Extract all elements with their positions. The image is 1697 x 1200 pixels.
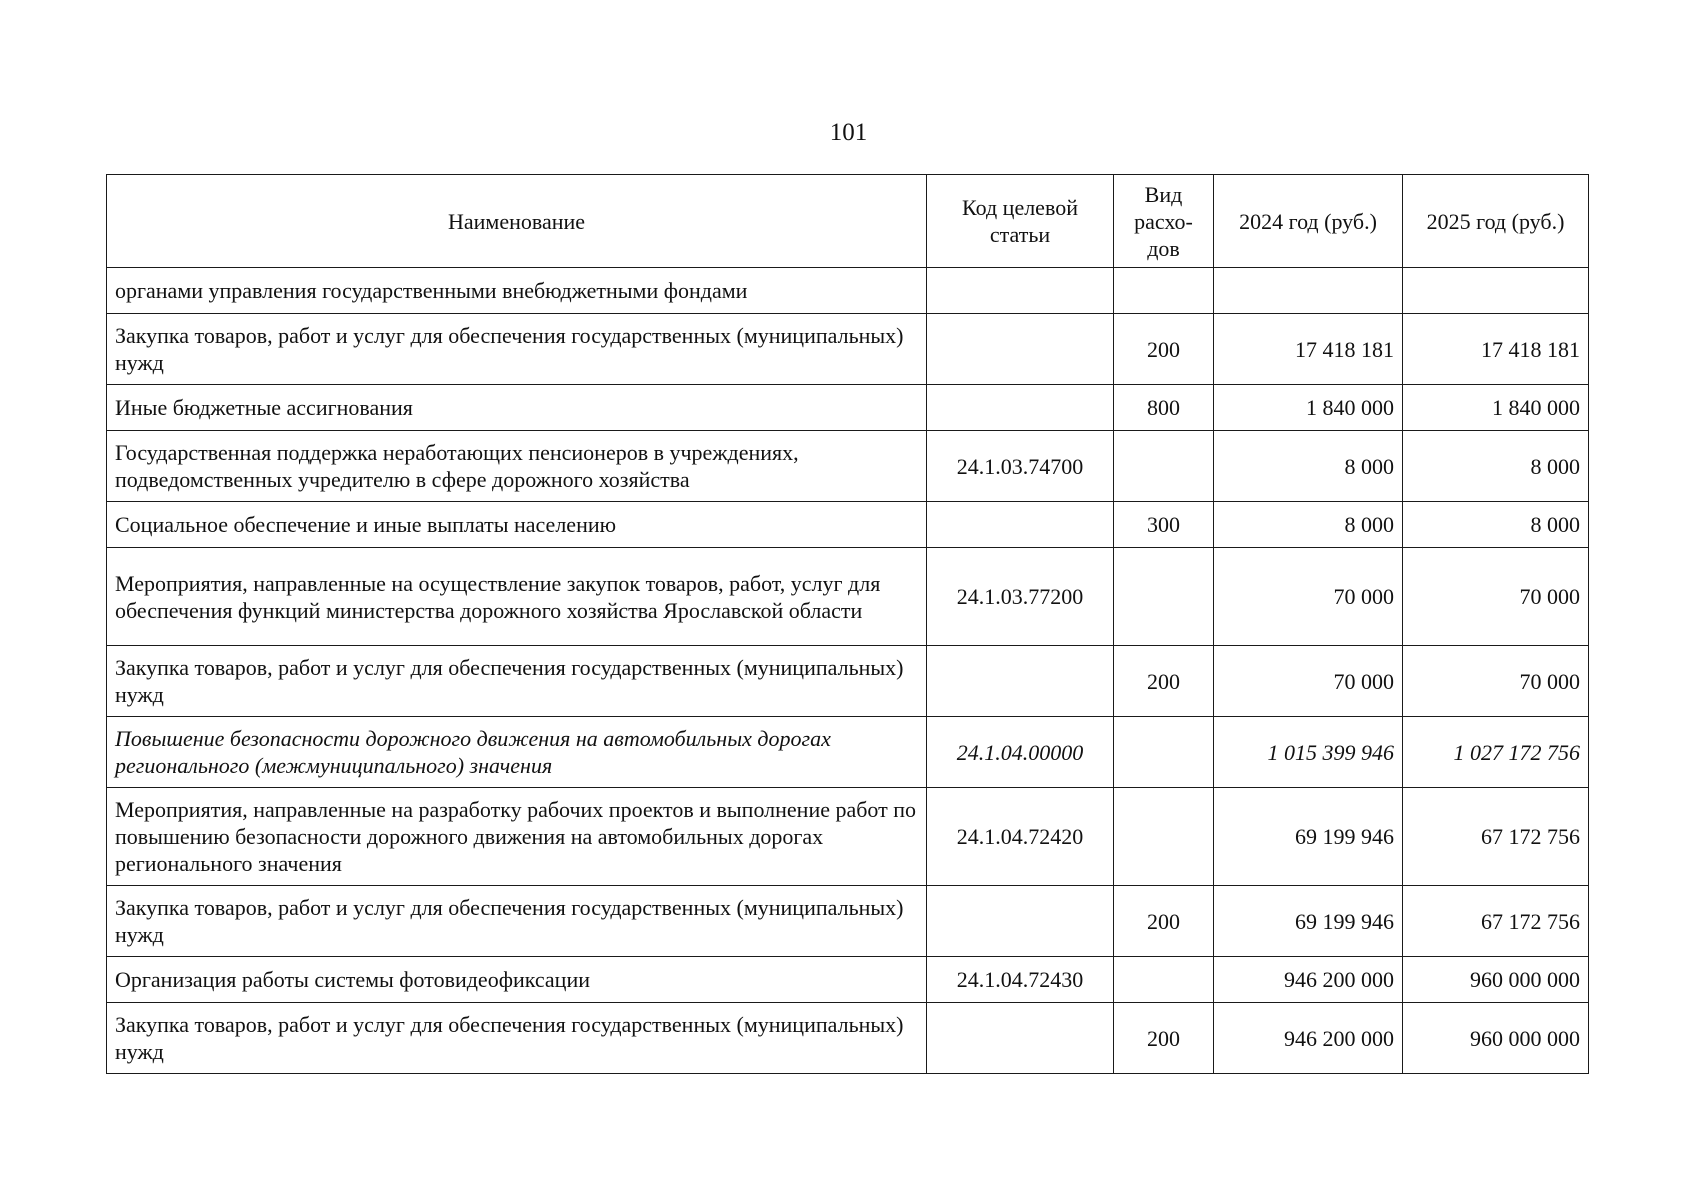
cell-2024: 69 199 946 bbox=[1214, 886, 1403, 957]
cell-name: Закупка товаров, работ и услуг для обеспечения государственных (муниципальных) нужд bbox=[107, 886, 927, 957]
cell-code: 24.1.03.77200 bbox=[927, 548, 1114, 646]
header-code: Код целевой статьи bbox=[927, 175, 1114, 268]
cell-code: 24.1.04.00000 bbox=[927, 717, 1114, 788]
cell-code: 24.1.03.74700 bbox=[927, 431, 1114, 502]
cell-2025: 67 172 756 bbox=[1403, 886, 1589, 957]
cell-type bbox=[1114, 431, 1214, 502]
cell-type bbox=[1114, 717, 1214, 788]
cell-2024: 70 000 bbox=[1214, 646, 1403, 717]
cell-2025: 960 000 000 bbox=[1403, 1003, 1589, 1074]
cell-type: 200 bbox=[1114, 646, 1214, 717]
cell-2024: 946 200 000 bbox=[1214, 957, 1403, 1003]
cell-type bbox=[1114, 957, 1214, 1003]
cell-name: Организация работы системы фотовидеофиксации bbox=[107, 957, 927, 1003]
cell-name: Мероприятия, направленные на разработку рабочих проектов и выполнение работ по повышению безопасности дорожного движения на автомобильных дорогах регионального значения bbox=[107, 788, 927, 886]
cell-code: 24.1.04.72430 bbox=[927, 957, 1114, 1003]
cell-2024: 8 000 bbox=[1214, 502, 1403, 548]
cell-name: Государственная поддержка неработающих пенсионеров в учреждениях, подведомственных учредителю в сфере дорожного хозяйства bbox=[107, 431, 927, 502]
cell-name: Закупка товаров, работ и услуг для обеспечения государственных (муниципальных) нужд bbox=[107, 646, 927, 717]
table-row bbox=[107, 788, 1589, 886]
cell-code bbox=[927, 502, 1114, 548]
table-row bbox=[107, 431, 1589, 502]
cell-code bbox=[927, 385, 1114, 431]
cell-name: Мероприятия, направленные на осуществление закупок товаров, работ, услуг для обеспечения функций министерства дорожного хозяйства Ярославской области bbox=[107, 548, 927, 646]
cell-2024: 17 418 181 bbox=[1214, 314, 1403, 385]
cell-name: Повышение безопасности дорожного движения на автомобильных дорогах регионального (межмуниципального) значения bbox=[107, 717, 927, 788]
cell-type: 800 bbox=[1114, 385, 1214, 431]
page-number: 101 bbox=[829, 119, 868, 146]
cell-name: Иные бюджетные ассигнования bbox=[107, 385, 927, 431]
cell-code bbox=[927, 1003, 1114, 1074]
header-name: Наименование bbox=[107, 175, 927, 268]
cell-2025: 67 172 756 bbox=[1403, 788, 1589, 886]
table-row bbox=[107, 385, 1589, 431]
cell-2025: 70 000 bbox=[1403, 548, 1589, 646]
cell-code bbox=[927, 314, 1114, 385]
table-header-row bbox=[107, 175, 1589, 268]
cell-name: органами управления государственными внебюджетными фондами bbox=[107, 268, 927, 314]
cell-type bbox=[1114, 548, 1214, 646]
cell-code bbox=[927, 646, 1114, 717]
cell-2025: 960 000 000 bbox=[1403, 957, 1589, 1003]
cell-2024 bbox=[1214, 268, 1403, 314]
cell-type: 200 bbox=[1114, 1003, 1214, 1074]
cell-2025: 70 000 bbox=[1403, 646, 1589, 717]
table-row bbox=[107, 957, 1589, 1003]
budget-table bbox=[106, 174, 1589, 1074]
cell-name: Закупка товаров, работ и услуг для обеспечения государственных (муниципальных) нужд bbox=[107, 314, 927, 385]
header-2024: 2024 год (руб.) bbox=[1214, 175, 1403, 268]
cell-2024: 946 200 000 bbox=[1214, 1003, 1403, 1074]
cell-2024: 69 199 946 bbox=[1214, 788, 1403, 886]
cell-2025: 8 000 bbox=[1403, 502, 1589, 548]
cell-2024: 70 000 bbox=[1214, 548, 1403, 646]
header-type: Вид расхо-дов bbox=[1114, 175, 1214, 268]
cell-code bbox=[927, 886, 1114, 957]
table-row bbox=[107, 646, 1589, 717]
cell-type bbox=[1114, 788, 1214, 886]
table-row bbox=[107, 1003, 1589, 1074]
cell-2025: 1 840 000 bbox=[1403, 385, 1589, 431]
table-row bbox=[107, 886, 1589, 957]
cell-2025: 8 000 bbox=[1403, 431, 1589, 502]
cell-2025: 1 027 172 756 bbox=[1403, 717, 1589, 788]
cell-code bbox=[927, 268, 1114, 314]
cell-code: 24.1.04.72420 bbox=[927, 788, 1114, 886]
table-row bbox=[107, 548, 1589, 646]
table-row-section bbox=[107, 717, 1589, 788]
cell-2025: 17 418 181 bbox=[1403, 314, 1589, 385]
cell-type: 300 bbox=[1114, 502, 1214, 548]
cell-2024: 1 015 399 946 bbox=[1214, 717, 1403, 788]
cell-2025 bbox=[1403, 268, 1589, 314]
table-row bbox=[107, 502, 1589, 548]
cell-name: Закупка товаров, работ и услуг для обеспечения государственных (муниципальных) нужд bbox=[107, 1003, 927, 1074]
table-row bbox=[107, 314, 1589, 385]
cell-2024: 1 840 000 bbox=[1214, 385, 1403, 431]
table-row bbox=[107, 268, 1589, 314]
cell-name: Социальное обеспечение и иные выплаты населению bbox=[107, 502, 927, 548]
cell-2024: 8 000 bbox=[1214, 431, 1403, 502]
header-2025: 2025 год (руб.) bbox=[1403, 175, 1589, 268]
cell-type bbox=[1114, 268, 1214, 314]
cell-type: 200 bbox=[1114, 886, 1214, 957]
cell-type: 200 bbox=[1114, 314, 1214, 385]
